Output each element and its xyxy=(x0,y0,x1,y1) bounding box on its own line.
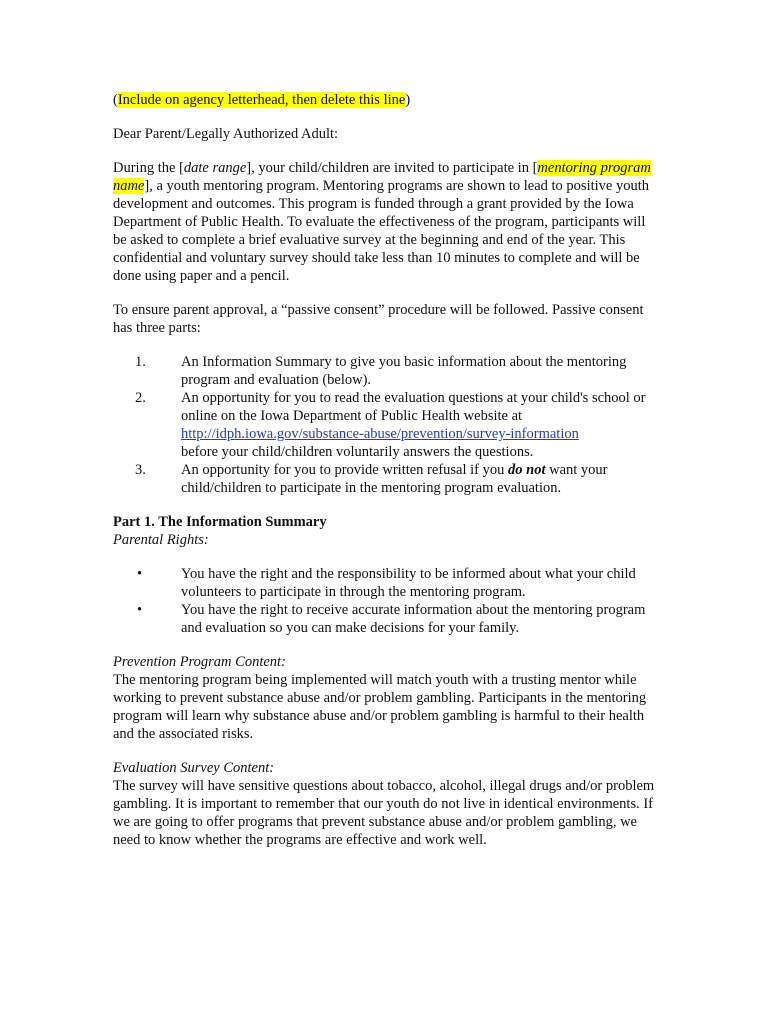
consent-steps-list xyxy=(113,353,658,497)
consent-step-1 xyxy=(113,353,658,389)
part1-title: Part 1. The Information Summary xyxy=(113,514,327,530)
step-text: An opportunity for you to read the evaluation questions at your child's school or online on the Iowa Department of Public Health website at xyxy=(181,390,646,424)
right-item-2 xyxy=(113,601,658,637)
bullet: • xyxy=(137,566,143,582)
step-text-after: before your child/children voluntarily answers the questions. xyxy=(181,444,534,460)
intro-paragraph xyxy=(113,159,658,285)
right-item-1 xyxy=(113,565,658,601)
salutation: Dear Parent/Legally Authorized Adult: xyxy=(113,126,339,142)
right-text: You have the right to receive accurate information about the mentoring program and evaluation so you can make decisions for your family. xyxy=(181,602,646,636)
program-name-placeholder: mentoring program name xyxy=(113,160,651,194)
right-text: You have the right and the responsibility to be informed about what your child volunteers to participate in through the mentoring program. xyxy=(181,566,636,600)
step-text: An Information Summary to give you basic information about the mentoring program and evaluation (below). xyxy=(181,354,627,388)
consent-step-3 xyxy=(113,461,658,497)
letter-page xyxy=(113,91,658,849)
evaluation-heading: Evaluation Survey Content: xyxy=(113,760,275,776)
prevention-heading: Prevention Program Content: xyxy=(113,654,286,670)
date-range-placeholder: date range xyxy=(183,160,247,176)
step-text: An opportunity for you to provide written refusal if you xyxy=(181,462,508,478)
step-number: 3. xyxy=(135,462,146,478)
consent-step-2 xyxy=(113,389,658,461)
survey-information-link[interactable]: http://idph.iowa.gov/substance-abuse/prevention/survey-information xyxy=(181,426,579,442)
step-number: 1. xyxy=(135,354,146,370)
step-text-after: want your child/children to participate in the mentoring program evaluation. xyxy=(181,462,608,496)
emphasis-do-not: do not xyxy=(508,462,546,478)
letterhead-note xyxy=(113,91,658,109)
prevention-text: The mentoring program being implemented will match youth with a trusting mentor while working to prevent substance abuse and/or problem gambling. Participants in the mentoring program will learn why substance abuse and/or problem gambling is harmful to their health and the associated risks. xyxy=(113,672,647,742)
intro-part2: ], your child/children are invited to participate in [ xyxy=(246,160,538,176)
parental-rights-heading: Parental Rights: xyxy=(113,532,209,548)
intro-part3: ], a youth mentoring program. Mentoring programs are shown to lead to positive youth development and outcomes. This program is funded through a grant provided by the Iowa Department of Public Health. To evaluate the effectiveness of the program, participants will be asked to complete a brief evaluative survey at the beginning and end of the year. This confidential and voluntary survey should take less than 10 minutes to complete and will be done using paper and a pencil. xyxy=(113,178,650,284)
consent-intro: To ensure parent approval, a “passive consent” procedure will be followed. Passive consent has three parts: xyxy=(113,302,644,336)
letterhead-note-close: ) xyxy=(405,92,411,108)
letterhead-note-open: ( xyxy=(113,92,118,108)
intro-part1: During the [ xyxy=(113,160,184,176)
step-number: 2. xyxy=(135,390,146,406)
letterhead-note-highlight: Include on agency letterhead, then delete this line xyxy=(117,92,406,108)
bullet: • xyxy=(137,602,143,618)
parental-rights-list xyxy=(113,565,658,637)
evaluation-text: The survey will have sensitive questions about tobacco, alcohol, illegal drugs and/or problem gambling. It is important to remember that our youth do not live in identical environments. If we are going to offer programs that prevent substance abuse and/or problem gambling, we need to know whether the programs are effective and work well. xyxy=(113,778,655,848)
